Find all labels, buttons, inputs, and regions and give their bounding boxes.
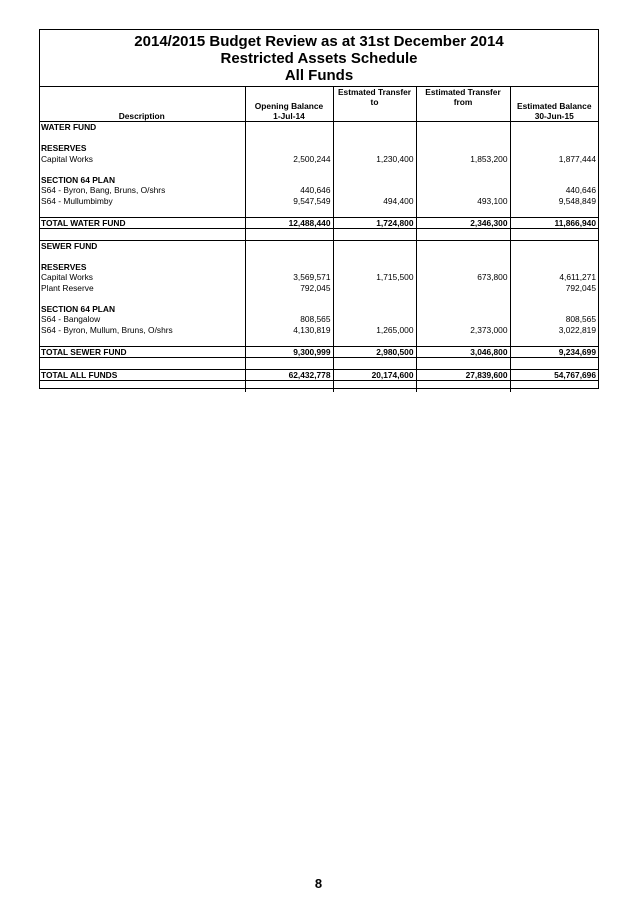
table-row [40, 314, 598, 325]
opening-balance-cell: 9,300,999 [245, 346, 333, 358]
transfer-from-cell: 493,100 [416, 196, 510, 207]
row-description: Capital Works [41, 153, 93, 164]
transfer-from-cell [416, 314, 510, 325]
opening-balance-cell: 4,130,819 [245, 325, 333, 336]
title-line-2: Restricted Assets Schedule [220, 50, 418, 67]
row-description: Plant Reserve [41, 282, 94, 293]
transfer-to-cell: 1,265,000 [333, 325, 416, 336]
sewer-s64-label: SECTION 64 PLAN [41, 303, 115, 314]
transfer-from-cell: 1,853,200 [416, 154, 510, 165]
opening-balance-cell: 62,432,778 [245, 369, 333, 381]
row-description: S64 - Bangalow [41, 314, 101, 324]
total-water-fund-label: TOTAL WATER FUND [40, 217, 245, 229]
header-description: Description [40, 87, 245, 122]
transfer-to-cell: 1,230,400 [333, 154, 416, 165]
report-title [40, 33, 598, 84]
header-transfer-from: Estimated Transfer from [416, 87, 510, 122]
row-description: S64 - Mullumbimby [41, 195, 113, 206]
estimated-balance-cell: 11,866,940 [510, 217, 598, 229]
transfer-to-cell [333, 185, 416, 196]
estimated-balance-cell: 54,767,696 [510, 369, 598, 381]
transfer-from-cell: 673,800 [416, 272, 510, 283]
estimated-balance-cell: 3,022,819 [510, 325, 598, 336]
total-row [40, 346, 598, 358]
header-row [40, 87, 598, 122]
table-row [40, 283, 598, 294]
estimated-balance-cell: 808,565 [510, 314, 598, 325]
estimated-balance-cell: 4,611,271 [510, 272, 598, 283]
header-transfer-to: Estmated Transfer to [333, 87, 416, 122]
transfer-from-cell [416, 283, 510, 294]
table-row [40, 154, 598, 165]
title-line-3: All Funds [284, 67, 354, 84]
transfer-from-cell: 3,046,800 [416, 346, 510, 358]
total-row [40, 217, 598, 229]
estimated-balance-cell: 1,877,444 [510, 154, 598, 165]
transfer-from-cell [416, 185, 510, 196]
sewer-fund-label: SEWER FUND [40, 240, 245, 251]
title-line-1: 2014/2015 Budget Review as at 31st December 2014 [134, 33, 504, 50]
restricted-assets-table [40, 86, 598, 392]
table-row [40, 240, 598, 251]
estimated-balance-cell: 792,045 [510, 283, 598, 294]
total-sewer-fund-label: TOTAL SEWER FUND [40, 346, 245, 358]
row-description: S64 - Byron, Bang, Bruns, O/shrs [41, 185, 166, 195]
transfer-to-cell: 2,980,500 [333, 346, 416, 358]
opening-balance-cell: 792,045 [245, 283, 333, 294]
table-row [40, 175, 598, 186]
table-row [40, 143, 598, 154]
water-s64-label: SECTION 64 PLAN [41, 174, 115, 185]
estimated-balance-cell: 9,548,849 [510, 196, 598, 207]
total-row [40, 369, 598, 381]
table-row [40, 272, 598, 283]
transfer-to-cell: 1,724,800 [333, 217, 416, 229]
table-row [40, 185, 598, 196]
opening-balance-cell: 12,488,440 [245, 217, 333, 229]
opening-balance-cell: 2,500,244 [245, 154, 333, 165]
opening-balance-cell: 9,547,549 [245, 196, 333, 207]
row-description: S64 - Byron, Mullum, Bruns, O/shrs [41, 324, 173, 335]
estimated-balance-cell: 9,234,699 [510, 346, 598, 358]
opening-balance-cell: 3,569,571 [245, 272, 333, 283]
water-reserves-label: RESERVES [41, 143, 87, 153]
transfer-to-cell: 494,400 [333, 196, 416, 207]
restricted-assets-sheet [39, 29, 599, 389]
header-estimated-balance: Estimated Balance 30-Jun-15 [510, 87, 598, 122]
table-row [40, 304, 598, 315]
table-row [40, 196, 598, 207]
water-fund-label: WATER FUND [41, 122, 97, 132]
transfer-from-cell: 2,373,000 [416, 325, 510, 336]
transfer-to-cell [333, 314, 416, 325]
transfer-to-cell [333, 283, 416, 294]
transfer-to-cell: 1,715,500 [333, 272, 416, 283]
page-number: 8 [314, 876, 323, 891]
estimated-balance-cell: 440,646 [510, 185, 598, 196]
transfer-to-cell: 20,174,600 [333, 369, 416, 381]
table-row [40, 122, 598, 133]
table-row [40, 325, 598, 336]
opening-balance-cell: 808,565 [245, 314, 333, 325]
transfer-from-cell: 2,346,300 [416, 217, 510, 229]
table-row [40, 262, 598, 273]
header-opening-balance: Opening Balance 1-Jul-14 [245, 87, 333, 122]
row-description: Capital Works [41, 272, 93, 282]
sewer-reserves-label: RESERVES [41, 261, 87, 272]
total-all-funds-label: TOTAL ALL FUNDS [40, 369, 245, 381]
opening-balance-cell: 440,646 [245, 185, 333, 196]
transfer-from-cell: 27,839,600 [416, 369, 510, 381]
